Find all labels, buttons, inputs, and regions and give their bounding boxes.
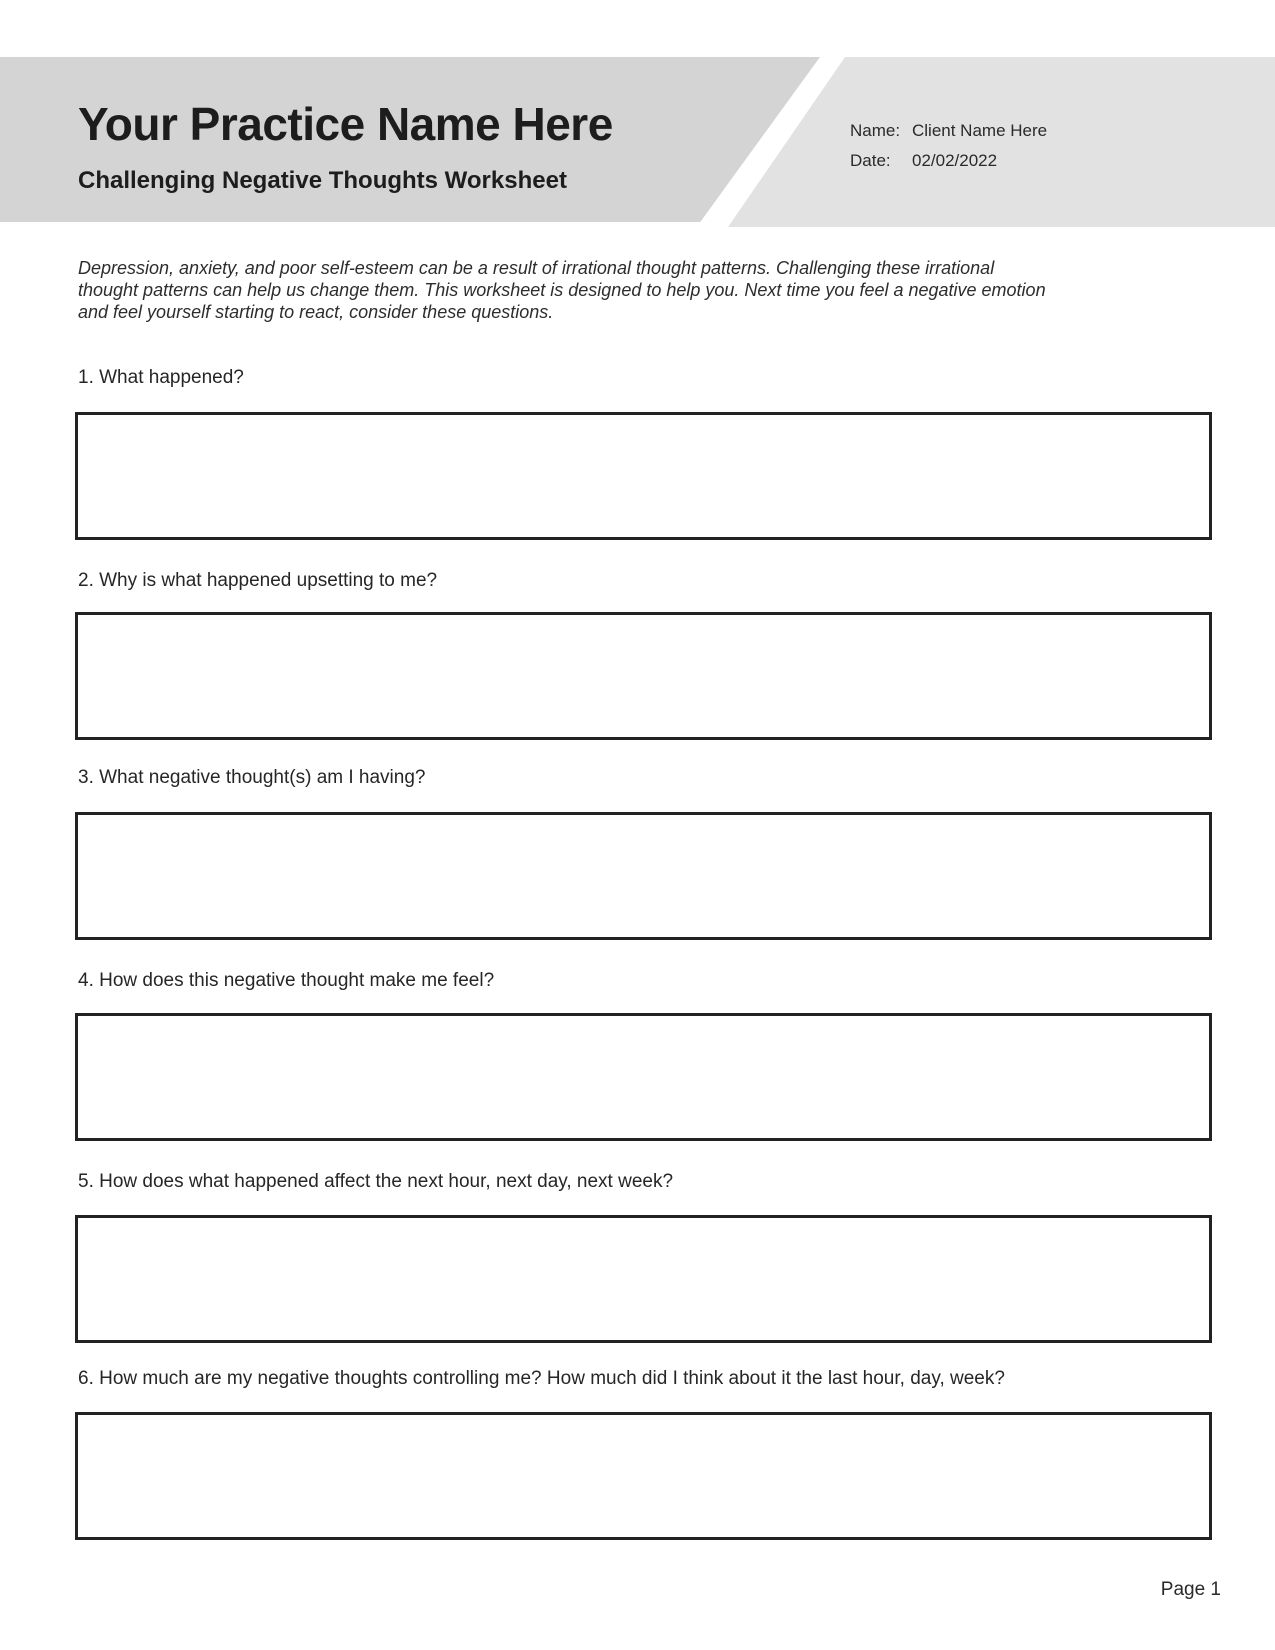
question-1-answer-box[interactable]: [75, 412, 1212, 540]
intro-line: Depression, anxiety, and poor self-esteem can be a result of irrational thought patterns. Challenging these irrational: [78, 258, 995, 278]
question-2-answer-box[interactable]: [75, 612, 1212, 740]
question-3-label: 3. What negative thought(s) am I having?: [78, 767, 426, 788]
intro-line: and feel yourself starting to react, consider these questions.: [78, 302, 554, 322]
question-3-answer-box[interactable]: [75, 812, 1212, 940]
question-4-label: 4. How does this negative thought make me feel?: [78, 970, 495, 991]
question-6-label: 6. How much are my negative thoughts controlling me? How much did I think about it the last hour, day, week?: [78, 1368, 1005, 1389]
page-number: Page 1: [1160, 1579, 1221, 1600]
name-value: Client Name Here: [912, 121, 1048, 140]
worksheet-title: Challenging Negative Thoughts Worksheet: [78, 167, 567, 194]
question-6-answer-box[interactable]: [75, 1412, 1212, 1540]
question-5-label: 5. How does what happened affect the next hour, next day, next week?: [78, 1171, 674, 1192]
intro-line: thought patterns can help us change them. This worksheet is designed to help you. Next time you feel a negative emotion: [78, 280, 1046, 300]
client-name-row: [850, 122, 1047, 139]
question-4-answer-box[interactable]: [75, 1013, 1212, 1141]
practice-name-title: Your Practice Name Here: [78, 98, 613, 150]
intro-paragraph: [78, 257, 1046, 323]
question-5-answer-box[interactable]: [75, 1215, 1212, 1343]
header-right-band: [728, 57, 1275, 227]
date-label: Date:: [850, 151, 891, 170]
question-1-label: 1. What happened?: [78, 367, 244, 388]
question-2-label: 2. Why is what happened upsetting to me?: [78, 570, 438, 591]
name-label: Name:: [850, 121, 901, 140]
date-value: 02/02/2022: [912, 151, 998, 170]
date-row: [850, 152, 997, 169]
